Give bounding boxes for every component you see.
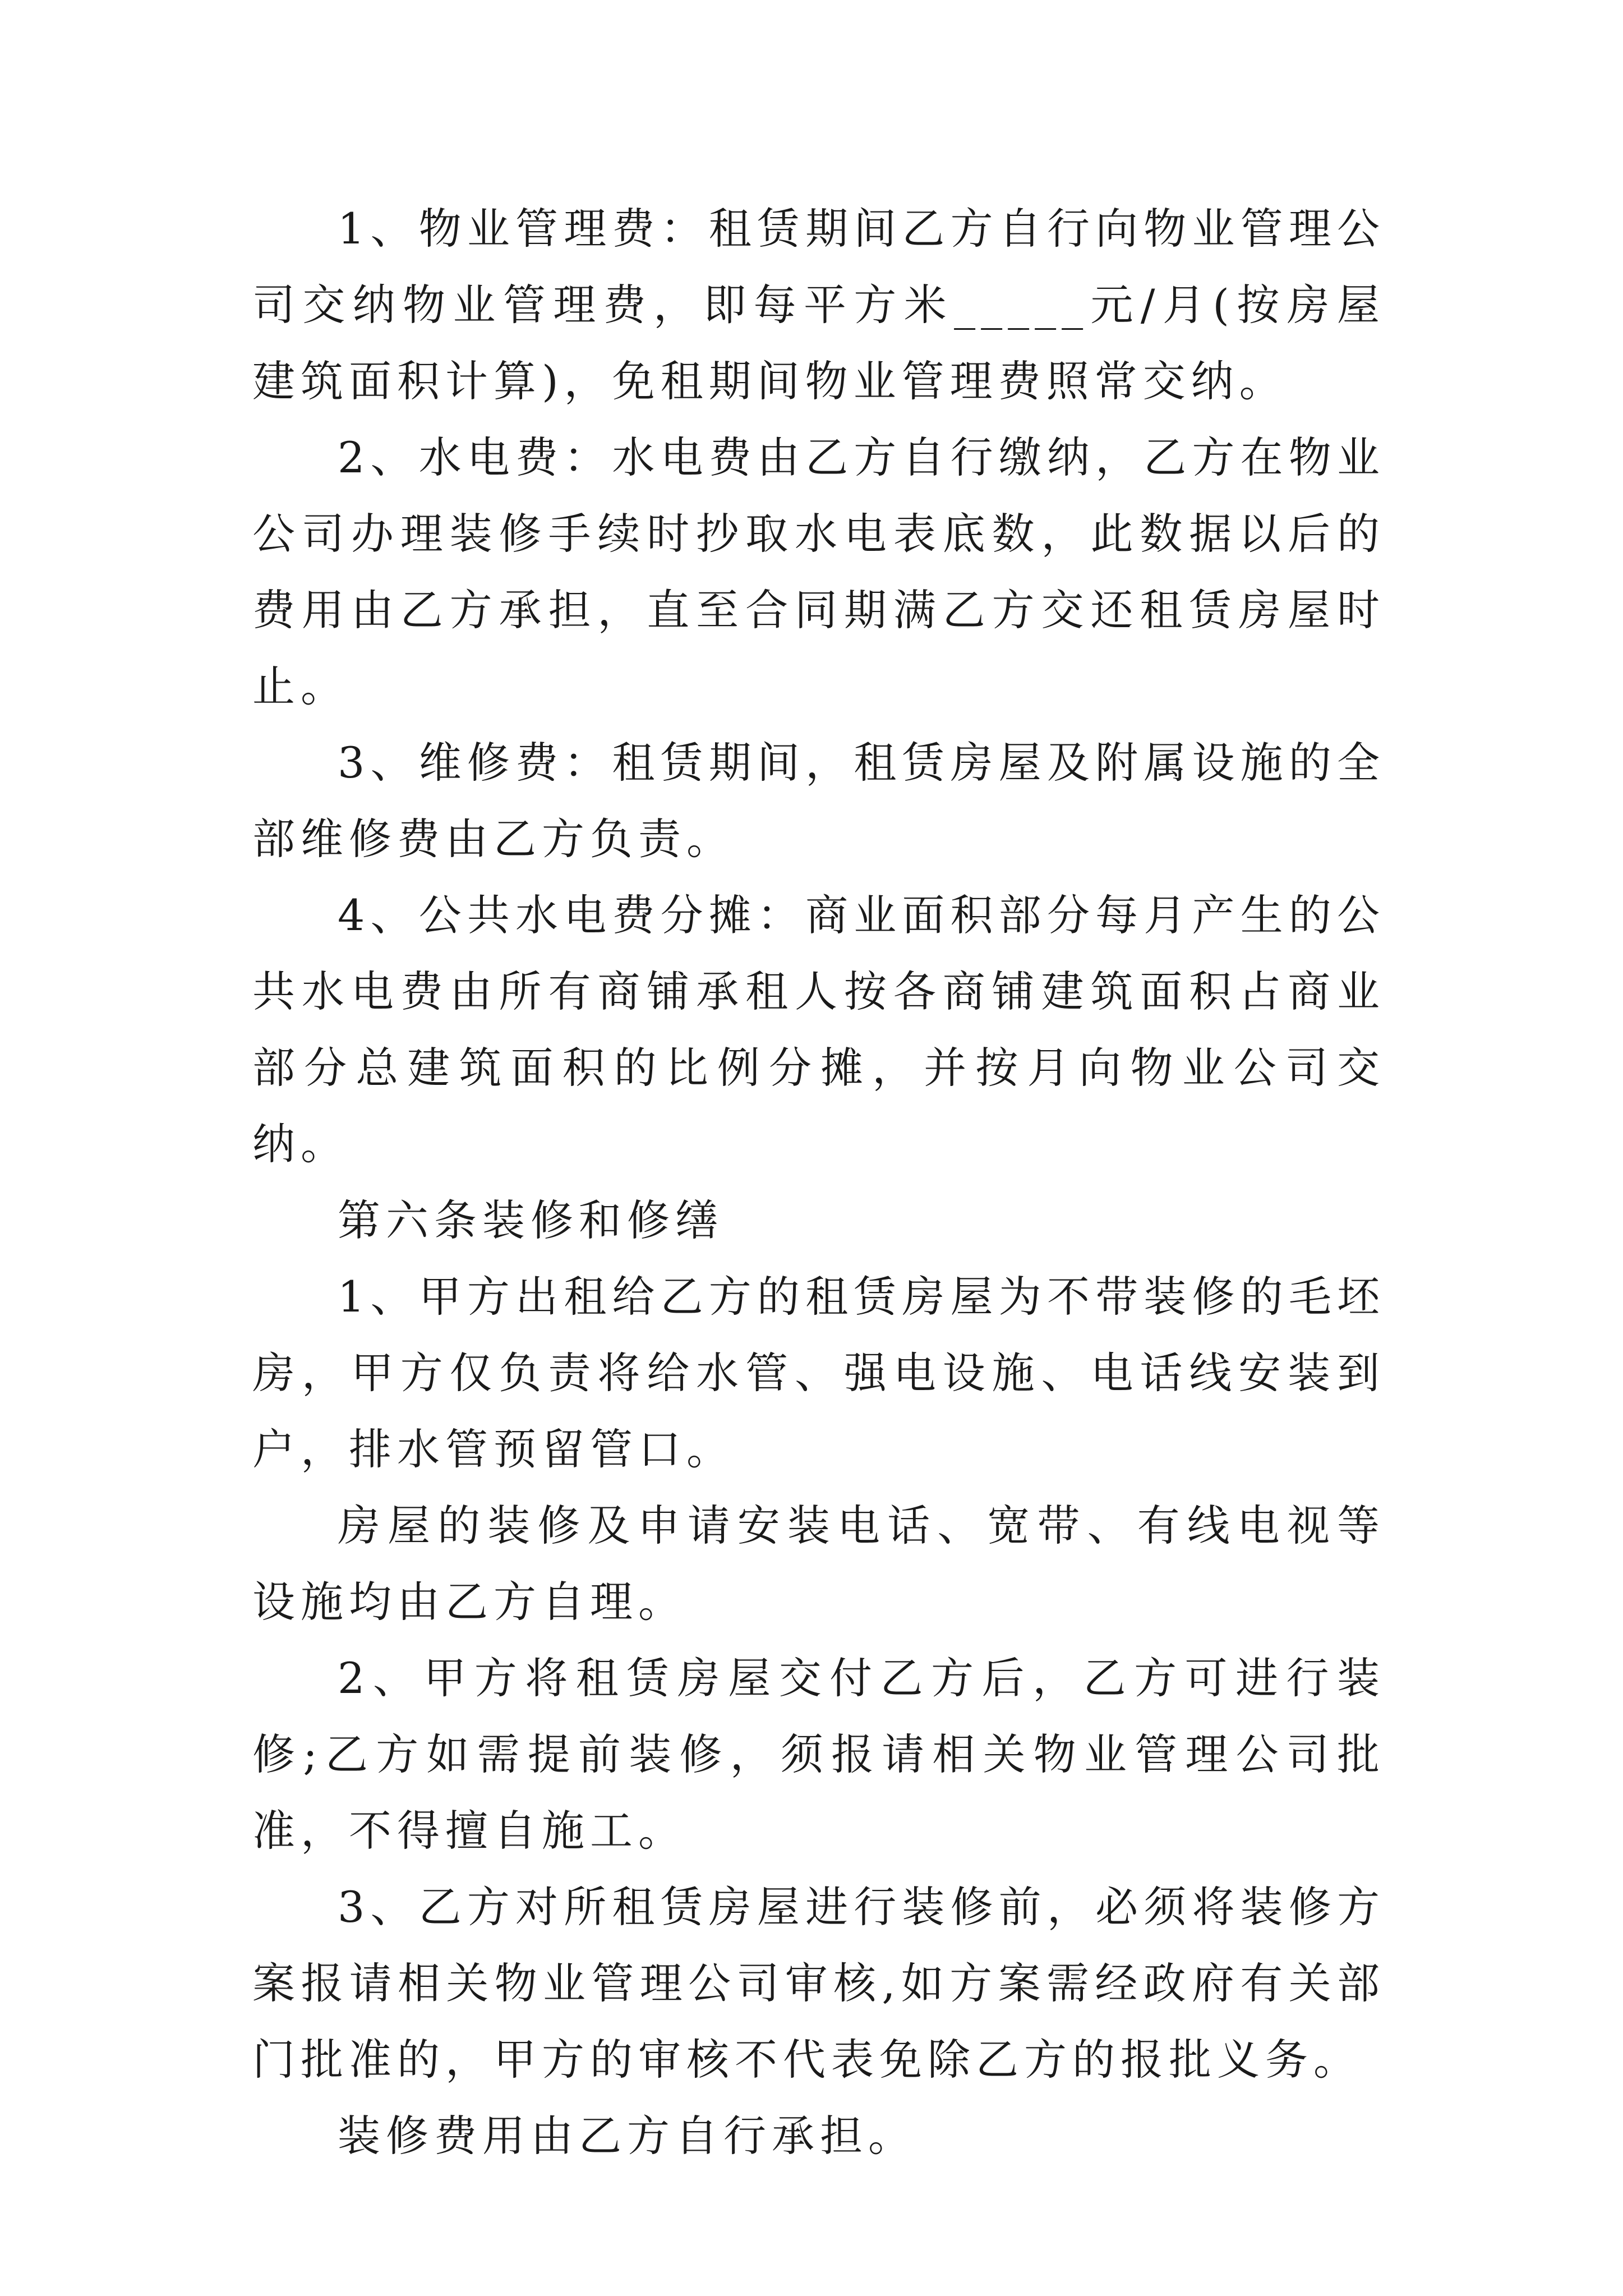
paragraph-property-fee: 1、物业管理费：租赁期间乙方自行向物业管理公司交纳物业管理费，即每平方米_____元/月(按房屋建筑面积计算)，免租期间物业管理费照常交纳。 bbox=[252, 204, 1385, 406]
paragraph-repair-fee: 3、维修费：租赁期间，租赁房屋及附属设施的全部维修费由乙方负责。 bbox=[252, 738, 1385, 864]
paragraph-self-install: 房屋的装修及申请安装电话、宽带、有线电视等设施均由乙方自理。 bbox=[252, 1501, 1385, 1627]
paragraph-unfinished-house: 1、甲方出租给乙方的租赁房屋为不带装修的毛坯房，甲方仅负责将给水管、强电设施、电话线安装到户，排水管预留管口。 bbox=[252, 1272, 1385, 1474]
section-heading-decoration: 第六条装修和修缮 bbox=[338, 1195, 723, 1245]
paragraph-decoration-plan: 3、乙方对所租赁房屋进行装修前，必须将装修方案报请相关物业管理公司审核,如方案需经政府有关部门批准的，甲方的审核不代表免除乙方的报批义务。 bbox=[252, 1882, 1385, 2085]
paragraph-decoration-cost: 装修费用由乙方自行承担。 bbox=[338, 2111, 916, 2161]
document-body bbox=[252, 191, 1385, 2174]
paragraph-decoration-approval: 2、甲方将租赁房屋交付乙方后，乙方可进行装修;乙方如需提前装修，须报请相关物业管理公司批准，不得擅自施工。 bbox=[252, 1653, 1385, 1856]
paragraph-shared-utility: 4、公共水电费分摊：商业面积部分每月产生的公共水电费由所有商铺承租人按各商铺建筑面积占商业部分总建筑面积的比例分摊，并按月向物业公司交纳。 bbox=[252, 890, 1385, 1169]
paragraph-utility-fee: 2、水电费：水电费由乙方自行缴纳，乙方在物业公司办理装修手续时抄取水电表底数，此数据以后的费用由乙方承担，直至合同期满乙方交还租赁房屋时止。 bbox=[252, 432, 1385, 711]
